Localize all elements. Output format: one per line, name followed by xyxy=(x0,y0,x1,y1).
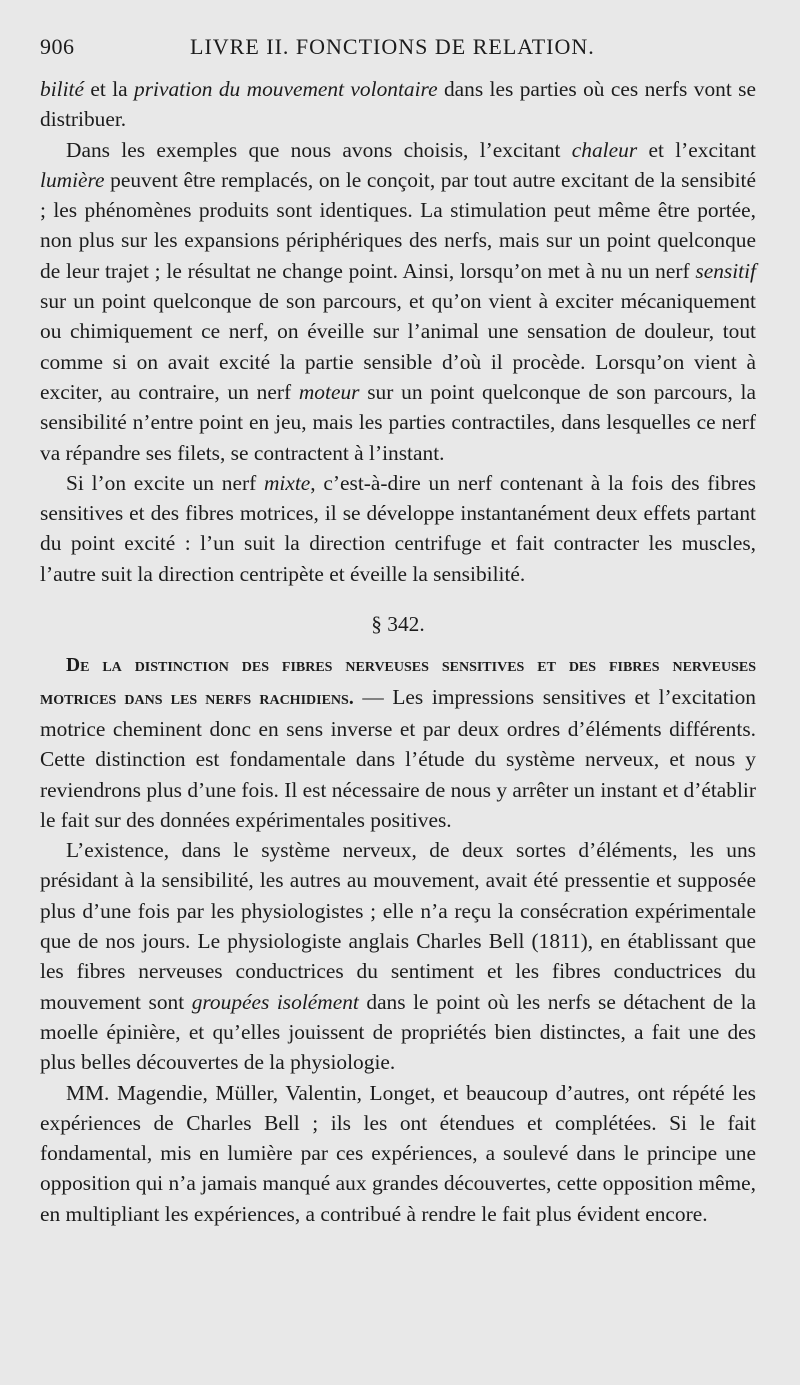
paragraph-nerf-mixte xyxy=(40,468,756,589)
italic-text: bilité xyxy=(40,77,84,101)
italic-text: groupées isolément xyxy=(191,989,359,1014)
paragraph-continuation xyxy=(40,74,756,135)
italic-text: privation du mouvement volontaire xyxy=(134,77,438,101)
text-run: , c’est-à-dire un nerf contenant à la fois des fibres sensitives et des fibres motrices, il se développe instantanément deux effets partant du point excité : l’un suit la direction centrifuge et fait contracter les muscles, l’autre suit la direction centripète et éveille la sensibilité. xyxy=(40,470,756,586)
italic-text: sensitif xyxy=(695,258,756,283)
page-body xyxy=(40,74,756,1229)
paragraph-distinction xyxy=(40,649,756,835)
italic-text: moteur xyxy=(298,379,360,404)
text-run: L’existence, dans le système nerveux, de deux sortes d’éléments, les uns présidant à la sensibilité, les autres au mouvement, avait été pressentie et supposée plus d’une fois par les physiologistes ; elle n’a reçu la consécration expérimentale que de nos jours. Le physiologiste anglais Charles Bell (1811), en établissant que les fibres nerveuses conductrices du sentiment et les fibres conductrices du mouvement sont xyxy=(40,838,756,1014)
text-run: et l’excitant xyxy=(637,137,756,162)
text-run: sur un point quelconque de son parcours, et qu’on vient à exciter mécaniquement ou chimiquement ce nerf, on éveille sur l’animal une sensation de douleur, tout comme si on avait excité la partie sensible d’où il procède. Lorsqu’on vient à exciter, au contraire, un nerf xyxy=(40,289,756,404)
text-run: Dans les exemples que nous avons choisis, l’excitant xyxy=(66,137,572,162)
text-run: Si l’on excite un nerf xyxy=(66,470,264,495)
paragraph-experiences xyxy=(40,1078,756,1229)
text-run: dans le point où les nerfs se détachent de la moelle épinière, et qu’elles jouissent de propriétés bien distinctes, a fait une des plus belles découvertes de la physiologie. xyxy=(40,989,757,1075)
text-run: MM. Magendie, Müller, Valentin, Longet, et beaucoup d’autres, ont répété les expériences de Charles Bell ; ils les ont étendues et complétées. Si le fait fondamental, mis en lumière par ces expériences, a soulevé dans le principe une opposition qui n’a jamais manqué aux grandes découvertes, cette opposition même, en multipliant les expériences, a contribué à rendre le fait plus évident encore. xyxy=(40,1080,756,1226)
italic-text: mixte xyxy=(263,470,311,495)
italic-text: lumière xyxy=(40,167,105,192)
page-header xyxy=(40,34,756,74)
section-heading: § 342. xyxy=(371,612,425,637)
text-run: sur un point quelconque de son parcours, la sensibilité n’entre point en jeu, mais les parties contractiles, dans lesquelles ce nerf va répandre ses filets, se contractent à l’instant. xyxy=(40,379,756,465)
run-in-heading: De la distinction des fibres nerveuses sensitives et des fibres nerveuses motrices dans les nerfs rachidiens. xyxy=(40,655,756,709)
text-run: et la xyxy=(83,77,135,101)
running-title: LIVRE II. FONCTIONS DE RELATION. xyxy=(190,34,595,59)
text-run: — Les impressions sensitives et l’excitation motrice cheminent donc en sens inverse et par deux ordres d’éléments différents. Cette distinction est fondamentale dans l’étude du système nerveux, et nous y reviendrons plus d’une fois. Il est nécessaire de nous y arrêter un instant et d’établir le fait sur des données expérimentales positives. xyxy=(40,684,757,832)
text-run: dans les parties où ces nerfs vont se distribuer. xyxy=(40,77,756,132)
page-number: 906 xyxy=(40,34,75,59)
paragraph-excitants xyxy=(40,135,756,468)
italic-text: chaleur xyxy=(571,137,638,162)
text-run: peuvent être remplacés, on le conçoit, par tout autre excitant de la sensibité ; les phénomènes produits sont identiques. La stimulation peut même être portée, non plus sur les expansions périphériques des nerfs, mais sur un point quelconque de leur trajet ; le résultat ne change point. Ainsi, lorsqu’on met à nu un nerf xyxy=(40,167,756,283)
paragraph-existence xyxy=(40,835,756,1077)
